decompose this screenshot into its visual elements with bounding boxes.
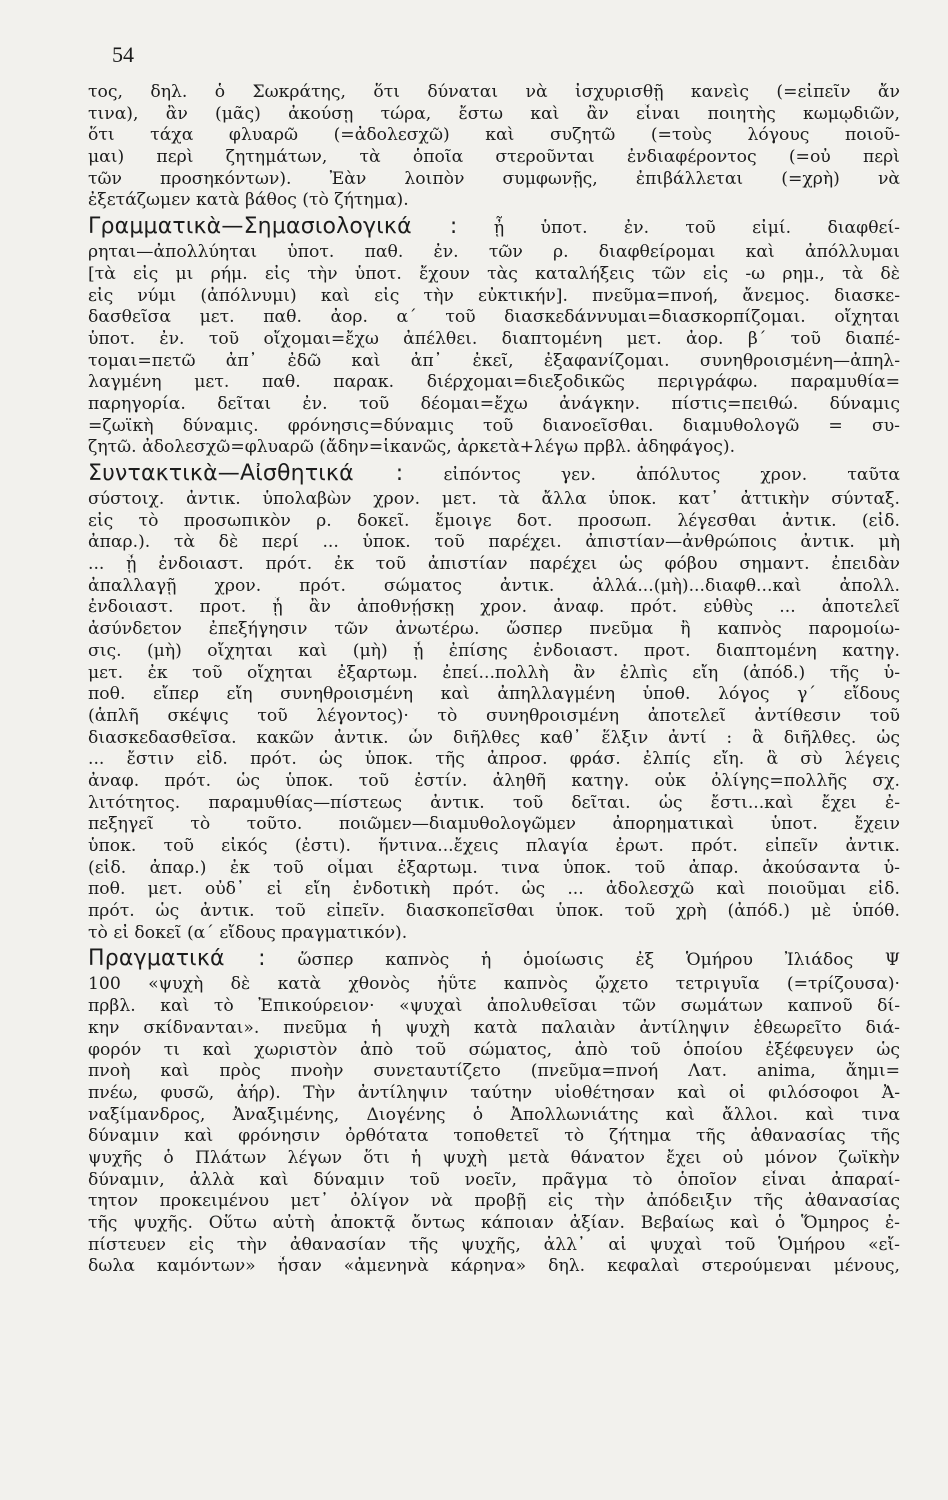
section-heading: Πραγματικά : — [88, 948, 266, 972]
text-line: ἐνδοιαστ. προτ. ᾖ ἂν ἀποθνῄσκῃ χρον. ἀναφ. πρότ. εὐθὺς ... ἀποτελεῖ — [88, 597, 900, 618]
text-line: ρηται—ἀπολλύηται ὑποτ. παθ. ἐν. τῶν ρ. διαφθείρομαι καὶ ἀπόλλυμαι — [88, 242, 900, 263]
text-line: σύστοιχ. ἀντικ. ὑπολαβὼν χρον. μετ. τὰ ἄλλα ὑποκ. κατ᾽ ἀττικὴν σύνταξ. — [88, 489, 900, 509]
section-first-text: εἰπόντος γεν. ἀπόλυτος χρον. ταῦτα — [403, 465, 900, 485]
text-line: =ζωϊκὴ δύναμις. φρόνησις=δύναμις τοῦ διανοεῖσθαι. διαμυθολογῶ = συ- — [88, 415, 900, 436]
text-line: μετ. ἐκ τοῦ οἴχηται ἐξαρτωμ. ἐπεί...πολλὴ ἂν ἐλπὶς εἴη (ἀπόδ.) τῆς ὑ- — [88, 662, 900, 683]
text-line: δύναμιν, ἀλλὰ καὶ δύναμιν τοῦ νοεῖν, πρᾶγμα τὸ ὁποῖον εἶναι ἀπαραί- — [88, 1169, 900, 1190]
text-line: δύναμιν καὶ φρόνησιν ὀρθότατα τοποθετεῖ τὸ ζήτημα τῆς ἀθανασίας τῆς — [88, 1126, 900, 1147]
text-line: ὑποτ. ἐν. τοῦ οἴχομαι=ἔχω ἀπέλθει. διαπτομένη μετ. ἀορ. β΄ τοῦ διαπέ- — [88, 328, 900, 349]
text-line: πρβλ. καὶ τὸ Ἐπικούρειον· «ψυχαὶ ἀπολυθεῖσαι τῶν σωμάτων καπνοῦ δί- — [88, 996, 900, 1017]
text-line: ἀπαρ.). τὰ δὲ περί ... ὑποκ. τοῦ παρέχει. ἀπιστίαν—ἀνθρώποις ἀντικ. μὴ — [88, 532, 900, 553]
text-line: μαι) περὶ ζητημάτων, τὰ ὁποῖα στεροῦνται ἐνδιαφέροντος (=οὐ περὶ — [88, 147, 900, 168]
section-first-text: ᾖ ὑποτ. ἐν. τοῦ εἰμί. διαφθεί- — [457, 218, 900, 239]
text-line: ζητῶ. ἀδολεσχῶ=φλυαρῶ (ἄδην=ἱκανῶς, ἀρκετὰ+λέγω πρβλ. ἀδηφάγος). — [88, 437, 736, 458]
page-number: 54 — [112, 42, 134, 67]
text-line: ... ἔστιν εἰδ. πρότ. ὡς ὑποκ. τῆς ἀπροσ. φράσ. ἐλπίς εἴη. ἃ σὺ λέγεις — [88, 749, 900, 770]
text-line: πνέω, φυσῶ, ἀήρ). Τὴν ἀντίληψιν ταύτην υἱοθέτησαν καὶ οἱ φιλόσοφοι Ἀ- — [88, 1082, 900, 1103]
text-line: ποθ. εἴπερ εἴη συνηθροισμένη καὶ ἀπηλλαγμένη ὑποθ. λόγος γ΄ εἴδους — [88, 684, 900, 705]
text-line: ὑποκ. τοῦ εἰκός (ἐστι). ἥντινα...ἔχεις πλαγία ἐρωτ. πρότ. εἰπεῖν ἀντικ. — [88, 836, 900, 856]
text-line: λιτότητος. παραμυθίας—πίστεως ἀντικ. τοῦ δεῖται. ὡς ἔστι...καὶ ἔχει ἐ- — [88, 792, 900, 813]
intro-paragraph — [88, 82, 900, 212]
text-line: ... ᾖ ἐνδοιαστ. πρότ. ἐκ τοῦ ἀπιστίαν παρέχει ὡς φόβου σημαντ. ἐπειδὰν — [88, 554, 900, 575]
text-line: δωλα καμόντων» ἦσαν «ἀμενηνὰ κάρηνα» δηλ. κεφαλαὶ στερούμεναι μένους, — [88, 1256, 900, 1277]
text-line: τητον προκειμένου μετ᾽ ὀλίγον νὰ προβῇ εἰς τὴν ἀπόδειξιν τῆς ἀθανασίας — [88, 1191, 900, 1212]
section-first-line — [88, 463, 900, 489]
text-line: πνοὴ καὶ πρὸς πνοὴν συνεταυτίζετο (πνεῦμα=πνοή Λατ. anima, ἄημι= — [88, 1061, 900, 1082]
text-line: (ἁπλῆ σκέψις τοῦ λέγοντος)· τὸ συνηθροισμένη ἀποτελεῖ ἀντίθεσιν τοῦ — [88, 705, 900, 726]
text-line: ἀναφ. πρότ. ὡς ὑποκ. τοῦ ἐστίν. ἀληθῆ κατηγ. οὐκ ὀλίγης=πολλῆς σχ. — [88, 770, 900, 791]
section-first-line — [88, 948, 900, 974]
section-heading: Συντακτικὰ—Αἰσθητικά : — [88, 463, 404, 486]
text-line: τῆς ψυχῆς. Οὕτω αὐτὴ ἀποκτᾷ ὄντως κάποιαν ἀξίαν. Βεβαίως καὶ ὁ Ὅμηρος ἐ- — [88, 1213, 900, 1233]
text-line: τινα), ἂν (μᾶς) ἀκούσῃ τώρα, ἔστω καὶ ἂν εἶναι ποιητὴς κωμῳδιῶν, — [88, 103, 900, 124]
text-line: δασθεῖσα μετ. παθ. ἀορ. α΄ τοῦ διασκεδάννυμαι=διασκορπίζομαι. οἴχηται — [88, 307, 900, 328]
text-line: σις. (μὴ) οἴχηται καὶ (μὴ) ᾖ ἐπίσης ἐνδοιαστ. προτ. διαπτομένη κατηγ. — [88, 640, 900, 661]
text-line: [τὰ εἰς μι ρήμ. εἰς τὴν ὑποτ. ἔχουν τὰς καταλήξεις τῶν εἰς -ω ρημ., τὰ δὲ — [88, 263, 900, 284]
text-line: πρότ. ὡς ἀντικ. τοῦ εἰπεῖν. διασκοπεῖσθαι ὑποκ. τοῦ χρὴ (ἀπόδ.) μὲ ὑπόθ. — [88, 901, 900, 922]
text-line: ἀσύνδετον ἐπεξήγησιν τῶν ἀνωτέρω. ὥσπερ πνεῦμα ἢ καπνὸς παρομοίω- — [88, 619, 900, 640]
text-line: ποθ. μετ. οὐδ᾽ εἰ εἴη ἐνδοτικὴ πρότ. ὡς ... ἀδολεσχῶ καὶ ποιοῦμαι εἰδ. — [88, 879, 900, 900]
text-line: ναξίμανδρος, Ἀναξιμένης, Διογένης ὁ Ἀπολλωνιάτης καὶ ἄλλοι. καὶ τινα — [88, 1104, 900, 1125]
text-line: ἐξετάζωμεν κατὰ βάθος (τὸ ζήτημα). — [88, 190, 409, 211]
text-line: εἰς τὸ προσωπικὸν ρ. δοκεῖ. ἔμοιγε δοτ. προσωπ. λέγεσθαι ἀντικ. (εἰδ. — [88, 510, 900, 531]
text-line: 100 «ψυχὴ δὲ κατὰ χθονὸς ἠΰτε καπνὸς ᾤχετο τετριγυῖα (=τρίζουσα)· — [88, 974, 900, 995]
text-line: παρηγορία. δεῖται ἐν. τοῦ δέομαι=ἔχω ἀνάγκην. πίστις=πειθώ. δύναμις — [88, 393, 900, 414]
text-line: διασκεδασθεῖσα. κακῶν ἀντικ. ὧν διῆλθες καθ᾽ ἕλξιν ἀντί : ἃ διῆλθες. ὡς — [88, 727, 900, 748]
text-line: λαγμένη μετ. παθ. παρακ. διέρχομαι=διεξοδικῶς περιγράφω. παραμυθία= — [88, 372, 900, 393]
text-line: (εἰδ. ἀπαρ.) ἐκ τοῦ οἶμαι ἐξαρτωμ. τινα ὑποκ. τοῦ ἀπαρ. ἀκούσαντα ὑ- — [88, 857, 900, 878]
section-first-text: ὥσπερ καπνὸς ἡ ὁμοίωσις ἐξ Ὁμήρου Ἰλιάδος Ψ — [265, 950, 900, 971]
text-line: τὸ εἰ δοκεῖ (α΄ εἴδους πραγματικόν). — [88, 922, 408, 943]
text-line: τος, δηλ. ὁ Σωκράτης, ὅτι δύναται νὰ ἰσχυρισθῇ κανεὶς (=εἰπεῖν ἄν — [88, 82, 900, 102]
section-first-line — [88, 216, 900, 242]
text-line: τομαι=πετῶ ἀπ᾽ ἐδῶ καὶ ἀπ᾽ ἐκεῖ, ἐξαφανίζομαι. συνηθροισμένη—ἀπηλ- — [88, 350, 900, 371]
text-line: πεξηγεῖ τὸ τοῦτο. ποιῶμεν—διαμυθολογῶμεν ἀπορηματικαὶ ὑποτ. ἔχειν — [88, 814, 900, 835]
commentary-sections — [88, 216, 900, 1278]
text-line: εἰς νύμι (ἀπόλνυμι) καὶ εἰς τὴν εὐκτικήν]. πνεῦμα=πνοή, ἄνεμος. διασκε- — [88, 285, 900, 306]
body-text — [88, 82, 900, 1278]
text-line: ψυχῆς ὁ Πλάτων λέγων ὅτι ἡ ψυχὴ μετὰ θάνατον ἔχει οὐ μόνον ζωϊκὴν — [88, 1147, 900, 1168]
text-line: φορόν τι καὶ χωριστὸν ἀπὸ τοῦ σώματος, ἀπὸ τοῦ ὁποίου ἐξέφευγεν ὡς — [88, 1039, 900, 1060]
text-line: κην σκίδνανται». πνεῦμα ἡ ψυχὴ κατὰ παλαιὰν ἀντίληψιν ἐθεωρεῖτο διά- — [88, 1017, 900, 1038]
text-line: ὅτι τάχα φλυαρῶ (=ἀδολεσχῶ) καὶ συζητῶ (=τοὺς λόγους ποιοῦ- — [88, 125, 900, 146]
section-1 — [88, 216, 900, 459]
section-3 — [88, 948, 900, 1278]
text-line: πίστευεν εἰς τὴν ἀθανασίαν τῆς ψυχῆς, ἀλλ᾽ αἱ ψυχαὶ τοῦ Ὁμήρου «εἴ- — [88, 1234, 900, 1255]
section-heading: Γραμματικὰ—Σημασιολογικά : — [88, 216, 458, 240]
text-line: ἀπαλλαγῇ χρον. πρότ. σώματος ἀντικ. ἀλλά...(μὴ)...διαφθ...καὶ ἀπολλ. — [88, 575, 900, 596]
section-2 — [88, 463, 900, 944]
text-line: τῶν προσηκόντων). Ἐὰν λοιπὸν συμφωνῇς, ἐπιβάλλεται (=χρὴ) νὰ — [88, 168, 900, 189]
